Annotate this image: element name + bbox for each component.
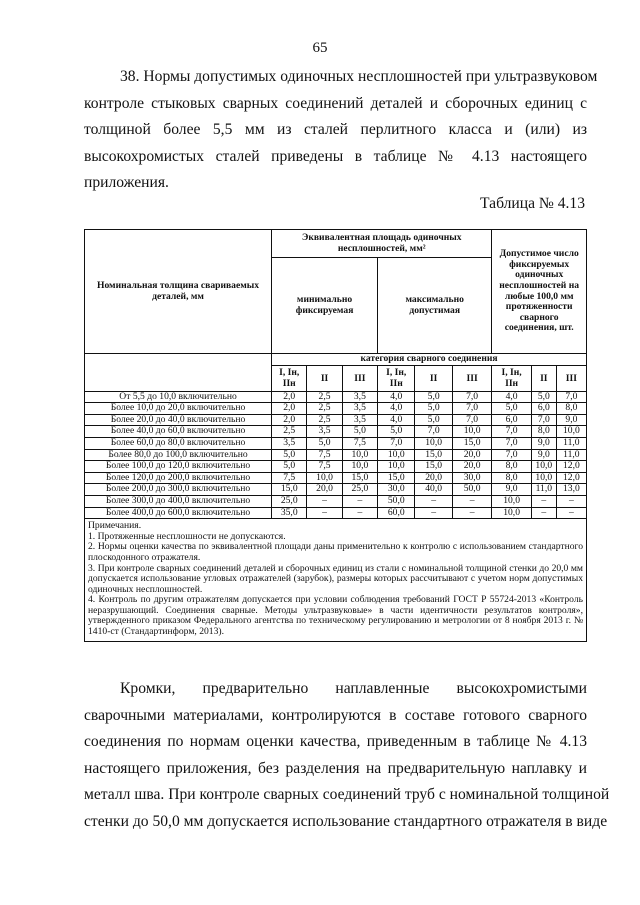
tail-paragraph — [84, 676, 610, 835]
table-row — [85, 449, 587, 461]
value-cell: 15,0 — [452, 437, 492, 449]
value-cell: 7,0 — [492, 437, 531, 449]
value-cell: – — [415, 507, 452, 519]
table-row — [85, 391, 587, 403]
category-cell: II — [307, 365, 342, 391]
value-cell: 7,5 — [272, 472, 307, 484]
tail-line: соединения по нормам оценки качества, приведенным в таблице № 4.13 — [84, 733, 587, 750]
value-cell: 7,0 — [452, 403, 492, 415]
value-cell: 7,0 — [531, 414, 556, 426]
header-max: максимально допустимая — [378, 258, 492, 354]
value-cell: 2,0 — [272, 414, 307, 426]
value-cell: 8,0 — [492, 461, 531, 473]
value-cell: 5,0 — [415, 391, 452, 403]
tail-line: сварочными материалами, контролируются в составе готового сварного — [84, 706, 587, 724]
value-cell: 15,0 — [342, 472, 377, 484]
header-category: категория сварного соединения — [272, 354, 587, 366]
value-cell: 5,0 — [272, 449, 307, 461]
value-cell: 9,0 — [531, 449, 556, 461]
value-cell: 20,0 — [307, 484, 342, 496]
row-label: Более 400,0 до 600,0 включительно — [85, 507, 272, 519]
value-cell: 10,0 — [492, 495, 531, 507]
tail-line: металл шва. При контроле сварных соединений труб с номинальной толщиной — [84, 786, 610, 803]
table-row — [85, 461, 587, 473]
intro-line: приложения. — [84, 174, 169, 191]
table-row — [85, 472, 587, 484]
value-cell: 7,0 — [378, 437, 415, 449]
tail-line: настоящего приложения, без разделения на предварительную наплавку и — [84, 759, 587, 777]
value-cell: 4,0 — [378, 391, 415, 403]
value-cell: 10,0 — [492, 507, 531, 519]
note-item: 2. Нормы оценки качества по эквивалентной площади даны применительно к контролю с использованием стандартного плоскодонного отражателя. — [88, 541, 583, 563]
value-cell: – — [342, 495, 377, 507]
category-cell: I, Iн, IIн — [378, 365, 415, 391]
value-cell: 5,0 — [272, 461, 307, 473]
value-cell: 7,5 — [307, 461, 342, 473]
value-cell: 13,0 — [556, 484, 586, 496]
value-cell: 10,0 — [342, 449, 377, 461]
value-cell: 4,0 — [492, 391, 531, 403]
table-row — [85, 437, 587, 449]
value-cell: 15,0 — [378, 472, 415, 484]
value-cell: 9,0 — [492, 484, 531, 496]
norms-table — [84, 229, 587, 642]
notes-title: Примечания. — [88, 520, 142, 532]
value-cell: 6,0 — [531, 403, 556, 415]
tail-line: Кромки, предварительно наплавленные высокохромистыми — [120, 680, 587, 697]
page-number: 65 — [312, 40, 328, 56]
header-area: Эквивалентная площадь одиночных несплошностей, мм² — [272, 230, 492, 258]
value-cell: 10,0 — [531, 461, 556, 473]
value-cell: – — [307, 495, 342, 507]
header-count: Допустимое число фиксируемых одиночных несплошностей на любые 100,0 мм протяженности сварного соединения, шт. — [492, 230, 587, 354]
value-cell: – — [556, 507, 586, 519]
row-label: Более 120,0 до 200,0 включительно — [85, 472, 272, 484]
category-cell: III — [452, 365, 492, 391]
category-cell: I, Iн, IIн — [492, 365, 531, 391]
value-cell: 3,5 — [272, 437, 307, 449]
value-cell: 50,0 — [378, 495, 415, 507]
value-cell: – — [452, 495, 492, 507]
value-cell: 7,0 — [556, 391, 586, 403]
value-cell: 60,0 — [378, 507, 415, 519]
table-header-row — [85, 230, 587, 258]
value-cell: 4,0 — [378, 403, 415, 415]
value-cell: 30,0 — [452, 472, 492, 484]
value-cell: – — [531, 507, 556, 519]
value-cell: 11,0 — [531, 484, 556, 496]
value-cell: 5,0 — [307, 437, 342, 449]
note-item: 3. При контроле сварных соединений деталей и сборочных единиц из стали с номинальной толщиной стенки до 20,0 мм допускается использование угловых отражателей (зарубок), размеры которых рассчитывают с учетом норм допустимых одиночных несплошностей. — [88, 562, 583, 595]
value-cell: 8,0 — [531, 426, 556, 438]
value-cell: 7,5 — [342, 437, 377, 449]
value-cell: 10,0 — [307, 472, 342, 484]
row-label: Более 20,0 до 40,0 включительно — [85, 414, 272, 426]
value-cell: 9,0 — [531, 437, 556, 449]
value-cell: 12,0 — [556, 472, 586, 484]
value-cell: 7,5 — [307, 449, 342, 461]
header-min: минимально фиксируемая — [272, 258, 378, 354]
row-label: Более 40,0 до 60,0 включительно — [85, 426, 272, 438]
value-cell: 8,0 — [492, 472, 531, 484]
value-cell: 20,0 — [452, 449, 492, 461]
tail-line: стенки до 50,0 мм допускается использование стандартного отражателя в виде — [84, 812, 608, 830]
value-cell: 25,0 — [272, 495, 307, 507]
value-cell: – — [415, 495, 452, 507]
table-row — [85, 426, 587, 438]
value-cell: 50,0 — [452, 484, 492, 496]
value-cell: 2,0 — [272, 403, 307, 415]
value-cell: 3,5 — [342, 414, 377, 426]
value-cell: 10,0 — [452, 426, 492, 438]
intro-line: 38. Нормы допустимых одиночных несплошностей при ультразвуковом — [120, 68, 598, 85]
value-cell: 10,0 — [415, 437, 452, 449]
value-cell: 2,5 — [307, 403, 342, 415]
value-cell: 35,0 — [272, 507, 307, 519]
value-cell: 20,0 — [415, 472, 452, 484]
value-cell: 25,0 — [342, 484, 377, 496]
value-cell: – — [452, 507, 492, 519]
header-thickness-cont — [85, 354, 272, 392]
value-cell: 5,0 — [492, 403, 531, 415]
value-cell: 40,0 — [415, 484, 452, 496]
value-cell: 4,0 — [378, 414, 415, 426]
value-cell: 12,0 — [556, 461, 586, 473]
value-cell: 10,0 — [556, 426, 586, 438]
value-cell: – — [307, 507, 342, 519]
value-cell: – — [531, 495, 556, 507]
value-cell: 10,0 — [378, 449, 415, 461]
table-row — [85, 495, 587, 507]
value-cell: 15,0 — [415, 449, 452, 461]
category-cell: I, Iн, IIн — [272, 365, 307, 391]
row-label: Более 300,0 до 400,0 включительно — [85, 495, 272, 507]
category-cell: II — [531, 365, 556, 391]
value-cell: 15,0 — [272, 484, 307, 496]
value-cell: 3,5 — [307, 426, 342, 438]
value-cell: 2,5 — [307, 414, 342, 426]
row-label: Более 100,0 до 120,0 включительно — [85, 461, 272, 473]
intro-line: высокохромистых сталей приведены в таблице № 4.13 настоящего — [84, 147, 587, 165]
value-cell: 7,0 — [492, 449, 531, 461]
value-cell: – — [556, 495, 586, 507]
category-cell: III — [556, 365, 586, 391]
value-cell: 5,0 — [415, 414, 452, 426]
value-cell: – — [342, 507, 377, 519]
note-item: 1. Протяженные несплошности не допускаются. — [88, 530, 286, 542]
value-cell: 2,5 — [307, 391, 342, 403]
value-cell: 30,0 — [378, 484, 415, 496]
value-cell: 2,5 — [272, 426, 307, 438]
note-item: 4. Контроль по другим отражателям допускается при условии соблюдения требований ГОСТ Р 55724-2013 «Контроль неразрушающий. Соединения сварные. Методы ультразвуковые» в части идентичности результатов контроля», утвержденного приказом Федерального агентства по техническому регулированию и метрологии от 8 ноября 2013 г. № 1410-ст (Стандартинформ, 2013). — [88, 594, 583, 638]
table-row — [85, 484, 587, 496]
value-cell: 7,0 — [492, 426, 531, 438]
value-cell: 11,0 — [556, 437, 586, 449]
value-cell: 3,5 — [342, 391, 377, 403]
value-cell: 5,0 — [342, 426, 377, 438]
value-cell: 10,0 — [342, 461, 377, 473]
header-thickness: Номинальная толщина свариваемых деталей, мм — [85, 230, 272, 354]
intro-paragraph — [84, 64, 598, 197]
value-cell: 5,0 — [415, 403, 452, 415]
table-notes — [85, 519, 587, 642]
value-cell: 6,0 — [492, 414, 531, 426]
value-cell: 7,0 — [452, 391, 492, 403]
value-cell: 5,0 — [531, 391, 556, 403]
value-cell: 2,0 — [272, 391, 307, 403]
table-row — [85, 507, 587, 519]
value-cell: 8,0 — [556, 403, 586, 415]
category-cell: III — [342, 365, 377, 391]
table-caption: Таблица № 4.13 — [480, 195, 585, 212]
row-label: Более 200,0 до 300,0 включительно — [85, 484, 272, 496]
value-cell: 7,0 — [415, 426, 452, 438]
value-cell: 10,0 — [531, 472, 556, 484]
row-label: Более 60,0 до 80,0 включительно — [85, 437, 272, 449]
row-label: Более 80,0 до 100,0 включительно — [85, 449, 272, 461]
value-cell: 11,0 — [556, 449, 586, 461]
row-label: От 5,5 до 10,0 включительно — [85, 391, 272, 403]
table-row — [85, 414, 587, 426]
value-cell: 5,0 — [378, 426, 415, 438]
value-cell: 9,0 — [556, 414, 586, 426]
intro-line: контроле стыковых сварных соединений деталей и сборочных единиц с — [84, 94, 587, 112]
value-cell: 7,0 — [452, 414, 492, 426]
value-cell: 15,0 — [415, 461, 452, 473]
value-cell: 3,5 — [342, 403, 377, 415]
intro-line: толщиной более 5,5 мм из сталей перлитного класса и (или) из — [84, 121, 587, 138]
value-cell: 10,0 — [378, 461, 415, 473]
category-cell: II — [415, 365, 452, 391]
table-category-row — [85, 354, 587, 366]
table-row — [85, 403, 587, 415]
value-cell: 20,0 — [452, 461, 492, 473]
row-label: Более 10,0 до 20,0 включительно — [85, 403, 272, 415]
